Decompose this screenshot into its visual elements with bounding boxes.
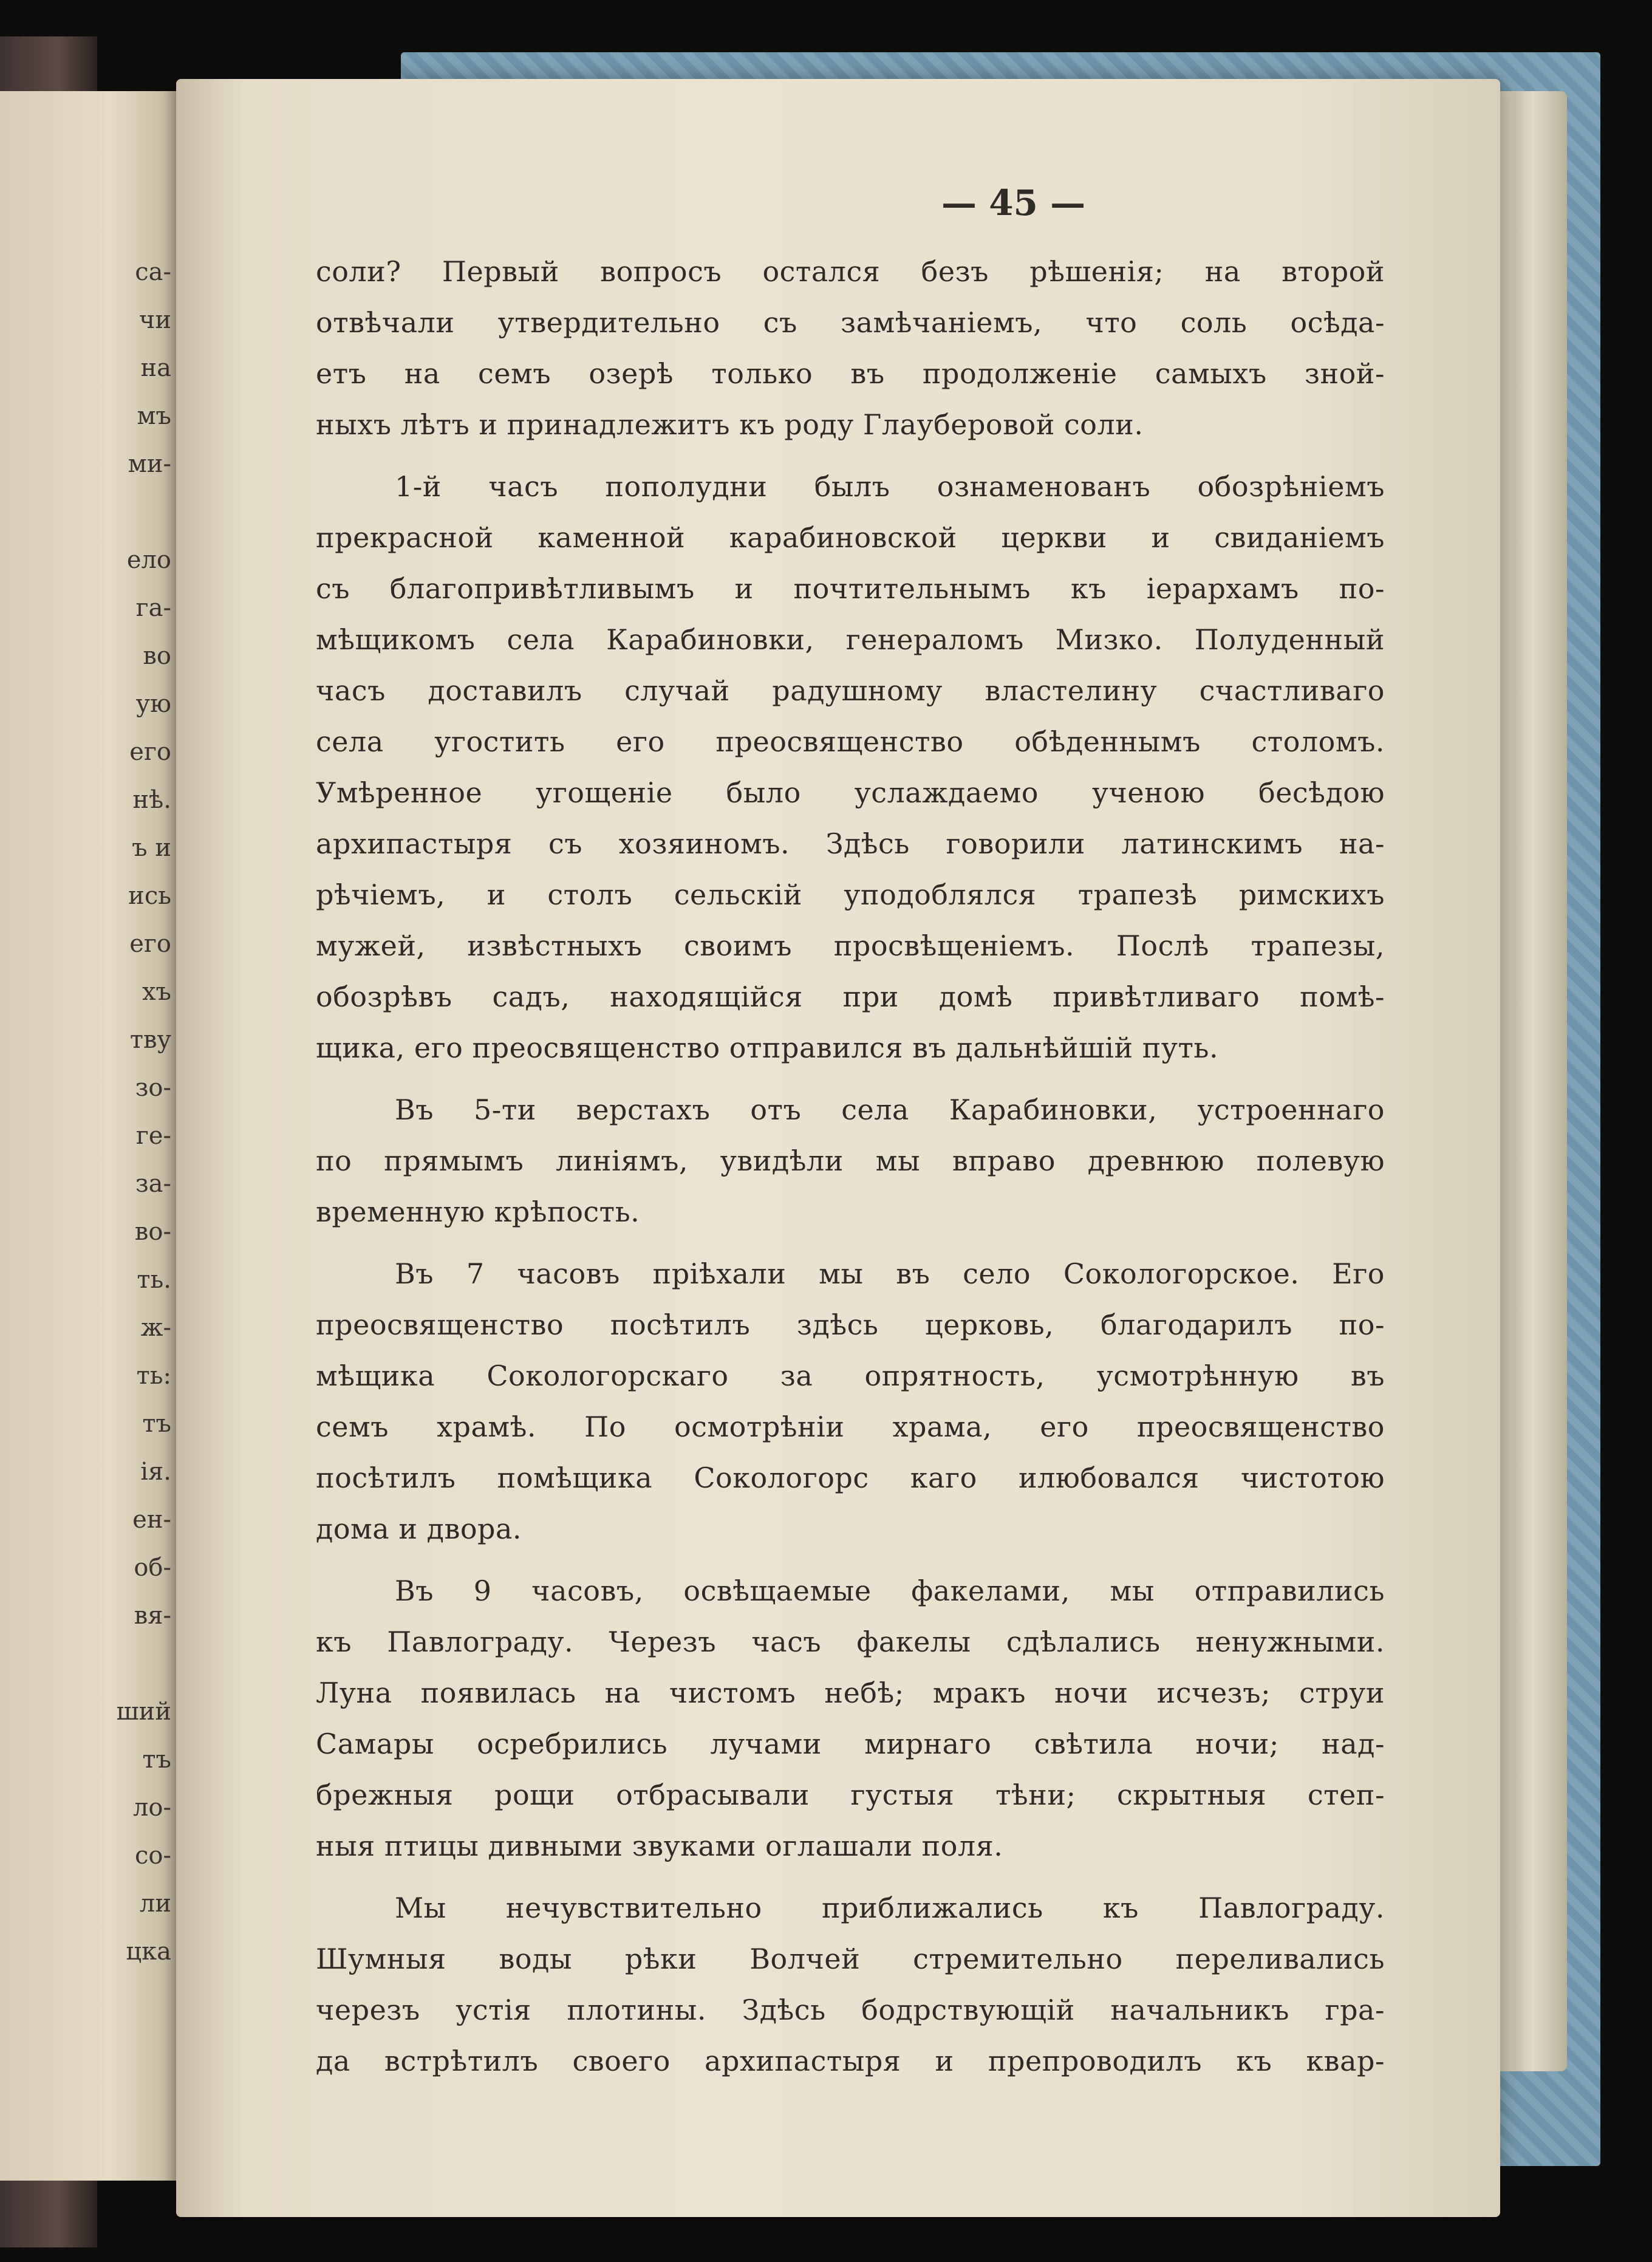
text-line: да встрѣтилъ своего архипастыря и препроводилъ къ квар- bbox=[316, 2045, 1385, 2077]
left-page-line-fragment: со- bbox=[135, 1842, 171, 1870]
text-line: Шумныя воды рѣки Волчей стремительно переливались bbox=[316, 1943, 1385, 1975]
text-line: прекрасной каменной карабиновской церкви и свиданіемъ bbox=[316, 521, 1385, 554]
text-line: по прямымъ линіямъ, увидѣли мы вправо древнюю полевую bbox=[316, 1144, 1385, 1177]
text-line: села угостить его преосвященство обѣденнымъ столомъ. bbox=[316, 725, 1385, 758]
left-page-line-fragment: чи bbox=[138, 306, 171, 334]
left-page-line-fragment: тву bbox=[129, 1026, 171, 1054]
text-line: Мы нечувствительно приближались къ Павлограду. bbox=[395, 1891, 1385, 1924]
left-page-line-fragment: ть. bbox=[137, 1266, 171, 1294]
text-line: преосвященство посѣтилъ здѣсь церковь, благодарилъ по- bbox=[316, 1308, 1385, 1341]
left-page-line-fragment: ми- bbox=[128, 450, 171, 478]
left-page-line-fragment: ший bbox=[116, 1698, 171, 1726]
text-line: ныхъ лѣтъ и принадлежитъ къ роду Глауберовой соли. bbox=[316, 408, 1144, 441]
text-line: мужей, извѣстныхъ своимъ просвѣщеніемъ. Послѣ трапезы, bbox=[316, 929, 1385, 962]
text-line: временную крѣпость. bbox=[316, 1195, 640, 1228]
left-page-line-fragment: ло- bbox=[132, 1794, 171, 1822]
left-page-line-fragment: на bbox=[140, 354, 171, 382]
text-line: ныя птицы дивными звуками оглашали поля. bbox=[316, 1830, 1003, 1862]
left-page-line-fragment: за- bbox=[135, 1170, 171, 1198]
left-page-line-fragment: ге- bbox=[135, 1122, 171, 1150]
left-page-line-fragment: мъ bbox=[137, 402, 171, 430]
left-page-line-fragment: ж- bbox=[140, 1314, 171, 1342]
text-line: посѣтилъ помѣщика Сокологорс каго илюбовался чистотою bbox=[316, 1461, 1385, 1494]
left-page-line-fragment: тъ bbox=[142, 1410, 171, 1438]
text-line: Луна появилась на чистомъ небѣ; мракъ ночи исчезъ; струи bbox=[316, 1676, 1385, 1709]
text-line: Въ 5-ти верстахъ отъ села Карабиновки, устроеннаго bbox=[395, 1093, 1385, 1126]
text-line: обозрѣвъ садъ, находящійся при домѣ привѣтливаго помѣ- bbox=[316, 980, 1385, 1013]
left-page-line-fragment: тъ bbox=[142, 1746, 171, 1774]
left-page-line-fragment: га- bbox=[135, 594, 171, 622]
text-line: Умѣренное угощеніе было услаждаемо ученою бесѣдою bbox=[316, 776, 1385, 809]
left-page-line-fragment: ело bbox=[126, 546, 171, 574]
left-page-line-fragment: цка bbox=[126, 1938, 171, 1966]
text-line: Въ 7 часовъ пріѣхали мы въ село Сокологорское. Его bbox=[395, 1257, 1385, 1290]
text-line: мѣщикомъ села Карабиновки, генераломъ Мизко. Полуденный bbox=[316, 623, 1385, 656]
left-page-line-fragment: са- bbox=[135, 258, 171, 286]
text-line: мѣщика Сокологорскаго за опрятность, усмотрѣнную въ bbox=[316, 1359, 1385, 1392]
text-line: архипастыря съ хозяиномъ. Здѣсь говорили латинскимъ на- bbox=[316, 827, 1385, 860]
text-line: соли? Первый вопросъ остался безъ рѣшенія; на второй bbox=[316, 255, 1385, 288]
left-page-line-fragment: вя- bbox=[134, 1602, 171, 1630]
text-line: 1-й часъ пополудни былъ ознаменованъ обозрѣніемъ bbox=[395, 470, 1385, 503]
left-page-line-fragment: его bbox=[129, 930, 171, 958]
left-page-line-fragment: об- bbox=[134, 1554, 171, 1582]
left-page-line-fragment: во bbox=[143, 642, 171, 670]
left-page-line-fragment: ъ и bbox=[132, 834, 171, 862]
text-line: етъ на семъ озерѣ только въ продолженіе самыхъ зной- bbox=[316, 357, 1385, 390]
text-line: Самары осребрились лучами мирнаго свѣтила ночи; над- bbox=[316, 1727, 1385, 1760]
left-page-line-fragment: его bbox=[129, 738, 171, 766]
left-page-line-fragment: ія. bbox=[140, 1458, 171, 1486]
left-page-line-fragment: зо- bbox=[135, 1074, 171, 1102]
text-line: брежныя рощи отбрасывали густыя тѣни; скрытныя степ- bbox=[316, 1779, 1385, 1811]
left-page-line-fragment: ую bbox=[135, 690, 171, 718]
text-line: щика, его преосвященство отправился въ дальнѣйшій путь. bbox=[316, 1031, 1219, 1064]
text-line: дома и двора. bbox=[316, 1512, 522, 1545]
text-line: часъ доставилъ случай радушному властелину счастливаго bbox=[316, 674, 1385, 707]
left-page-line-fragment: ен- bbox=[132, 1506, 171, 1534]
text-line: семъ храмѣ. По осмотрѣніи храма, его преосвященство bbox=[316, 1410, 1385, 1443]
left-page-line-fragment: ть: bbox=[136, 1362, 171, 1390]
left-page-line-fragment: ли bbox=[139, 1890, 171, 1918]
left-page-line-fragment: ись bbox=[128, 882, 171, 910]
text-line: черезъ устія плотины. Здѣсь бодрствующій начальникъ гра- bbox=[316, 1994, 1385, 2026]
text-line: отвѣчали утвердительно съ замѣчаніемъ, что соль осѣда- bbox=[316, 306, 1385, 339]
left-page bbox=[0, 91, 182, 2181]
page-number: — 45 — bbox=[941, 182, 1086, 224]
left-page-line-fragment: хъ bbox=[142, 978, 171, 1006]
text-line: къ Павлограду. Черезъ часъ факелы сдѣлались ненужными. bbox=[316, 1625, 1385, 1658]
left-page-line-fragment: во- bbox=[134, 1218, 171, 1246]
left-page-line-fragment: нѣ. bbox=[132, 786, 171, 814]
text-line: Въ 9 часовъ, освѣщаемые факелами, мы отправились bbox=[395, 1574, 1385, 1607]
text-line: съ благопривѣтливымъ и почтительнымъ къ іерархамъ по- bbox=[316, 572, 1385, 605]
right-page bbox=[176, 79, 1500, 2217]
text-line: рѣчіемъ, и столъ сельскій уподоблялся трапезѣ римскихъ bbox=[316, 878, 1385, 911]
